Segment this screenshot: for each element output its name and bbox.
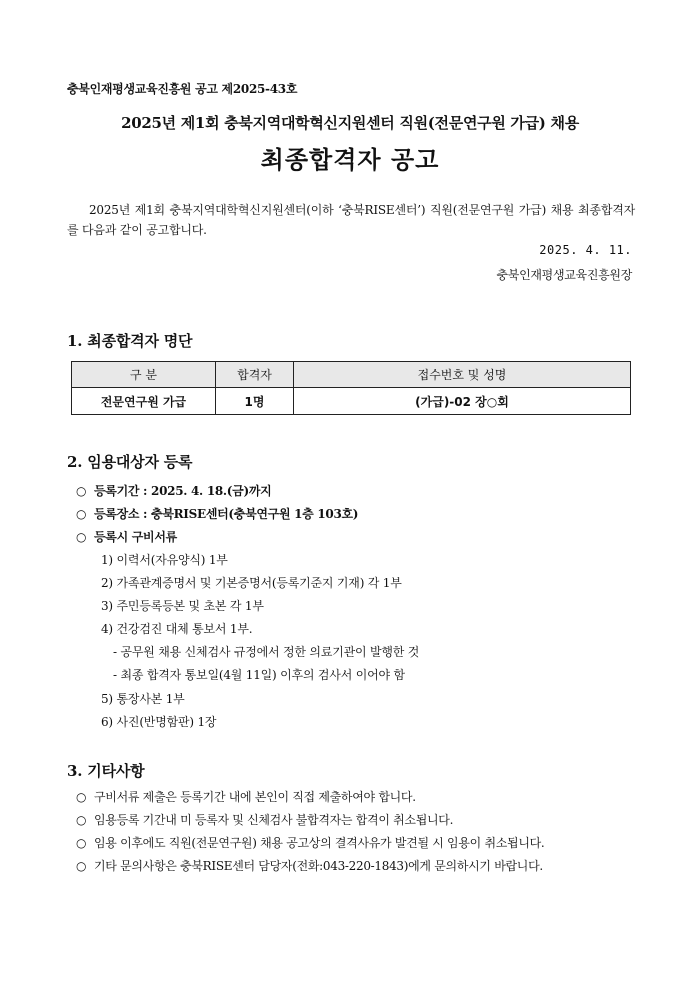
table-row — [72, 388, 631, 415]
final-candidates-table — [71, 361, 631, 415]
registration-place — [76, 505, 358, 522]
circle-bullet-icon: ○ — [76, 530, 87, 544]
bullet-text: 등록시 구비서류 — [94, 530, 177, 544]
notice-number: 충북인재평생교육진흥원 공고 제2025-43호 — [67, 82, 298, 96]
document-item: 5) 통장사본 1부 — [101, 692, 185, 706]
document-item: 3) 주민등록등본 및 초본 각 1부 — [101, 599, 264, 613]
notice-date: 2025. 4. 11. — [539, 243, 632, 257]
health-note: - 공무원 채용 신체검사 규정에서 정한 의료기관이 발행한 것 — [113, 645, 420, 659]
section-2-title: 2. 임용대상자 등록 — [67, 453, 193, 471]
registration-period — [76, 482, 271, 499]
column-header: 구 분 — [72, 362, 216, 388]
misc-item — [76, 857, 543, 874]
document-item: 2) 가족관계증명서 및 기본증명서(등록기준지 기재) 각 1부 — [101, 576, 402, 590]
page-title: 최종합격자 공고 — [260, 145, 440, 174]
misc-item — [76, 811, 453, 828]
document-item: 4) 건강검진 대체 통보서 1부. — [101, 622, 253, 636]
cell-applicant: (가급)-02 장○회 — [294, 388, 631, 415]
section-3-title: 3. 기타사항 — [67, 762, 145, 780]
column-header: 접수번호 및 성명 — [294, 362, 631, 388]
bullet-text: 구비서류 제출은 등록기간 내에 본인이 직접 제출하여야 합니다. — [94, 790, 416, 804]
bullet-text: 임용등록 기간내 미 등록자 및 신체검사 불합격자는 합격이 취소됩니다. — [94, 813, 454, 827]
required-documents — [76, 528, 177, 545]
document-item: 6) 사진(반명함판) 1장 — [101, 715, 217, 729]
health-note: - 최종 합격자 통보일(4월 11일) 이후의 검사서 이어야 함 — [113, 668, 405, 682]
intro-paragraph: 2025년 제1회 충북지역대학혁신지원센터(이하 ‘충북RISE센터’) 직원(전문연구원 가급) 채용 최종합격자를 다음과 같이 공고합니다. — [67, 203, 635, 237]
cell-count: 1명 — [216, 388, 294, 415]
cell-category: 전문연구원 가급 — [72, 388, 216, 415]
circle-bullet-icon: ○ — [76, 813, 87, 827]
bullet-text: 등록기간 : 2025. 4. 18.(금)까지 — [94, 484, 272, 498]
bullet-text: 기타 문의사항은 충북RISE센터 담당자(전화:043-220-1843)에게 문의하시기 바랍니다. — [94, 859, 543, 873]
table-header-row — [72, 362, 631, 388]
misc-item — [76, 834, 544, 851]
document-item: 1) 이력서(자유양식) 1부 — [101, 553, 228, 567]
bullet-text: 등록장소 : 충북RISE센터(충북연구원 1층 103호) — [94, 507, 359, 521]
issuer-name: 충북인재평생교육진흥원장 — [496, 268, 632, 282]
circle-bullet-icon: ○ — [76, 836, 87, 850]
notice-subtitle: 2025년 제1회 충북지역대학혁신지원센터 직원(전문연구원 가급) 채용 — [121, 114, 579, 132]
circle-bullet-icon: ○ — [76, 790, 87, 804]
section-1-title: 1. 최종합격자 명단 — [67, 332, 193, 350]
column-header: 합격자 — [216, 362, 294, 388]
circle-bullet-icon: ○ — [76, 484, 87, 498]
circle-bullet-icon: ○ — [76, 859, 87, 873]
misc-item — [76, 788, 416, 805]
bullet-text: 임용 이후에도 직원(전문연구원) 채용 공고상의 결격사유가 발견될 시 임용이 취소됩니다. — [94, 836, 545, 850]
circle-bullet-icon: ○ — [76, 507, 87, 521]
